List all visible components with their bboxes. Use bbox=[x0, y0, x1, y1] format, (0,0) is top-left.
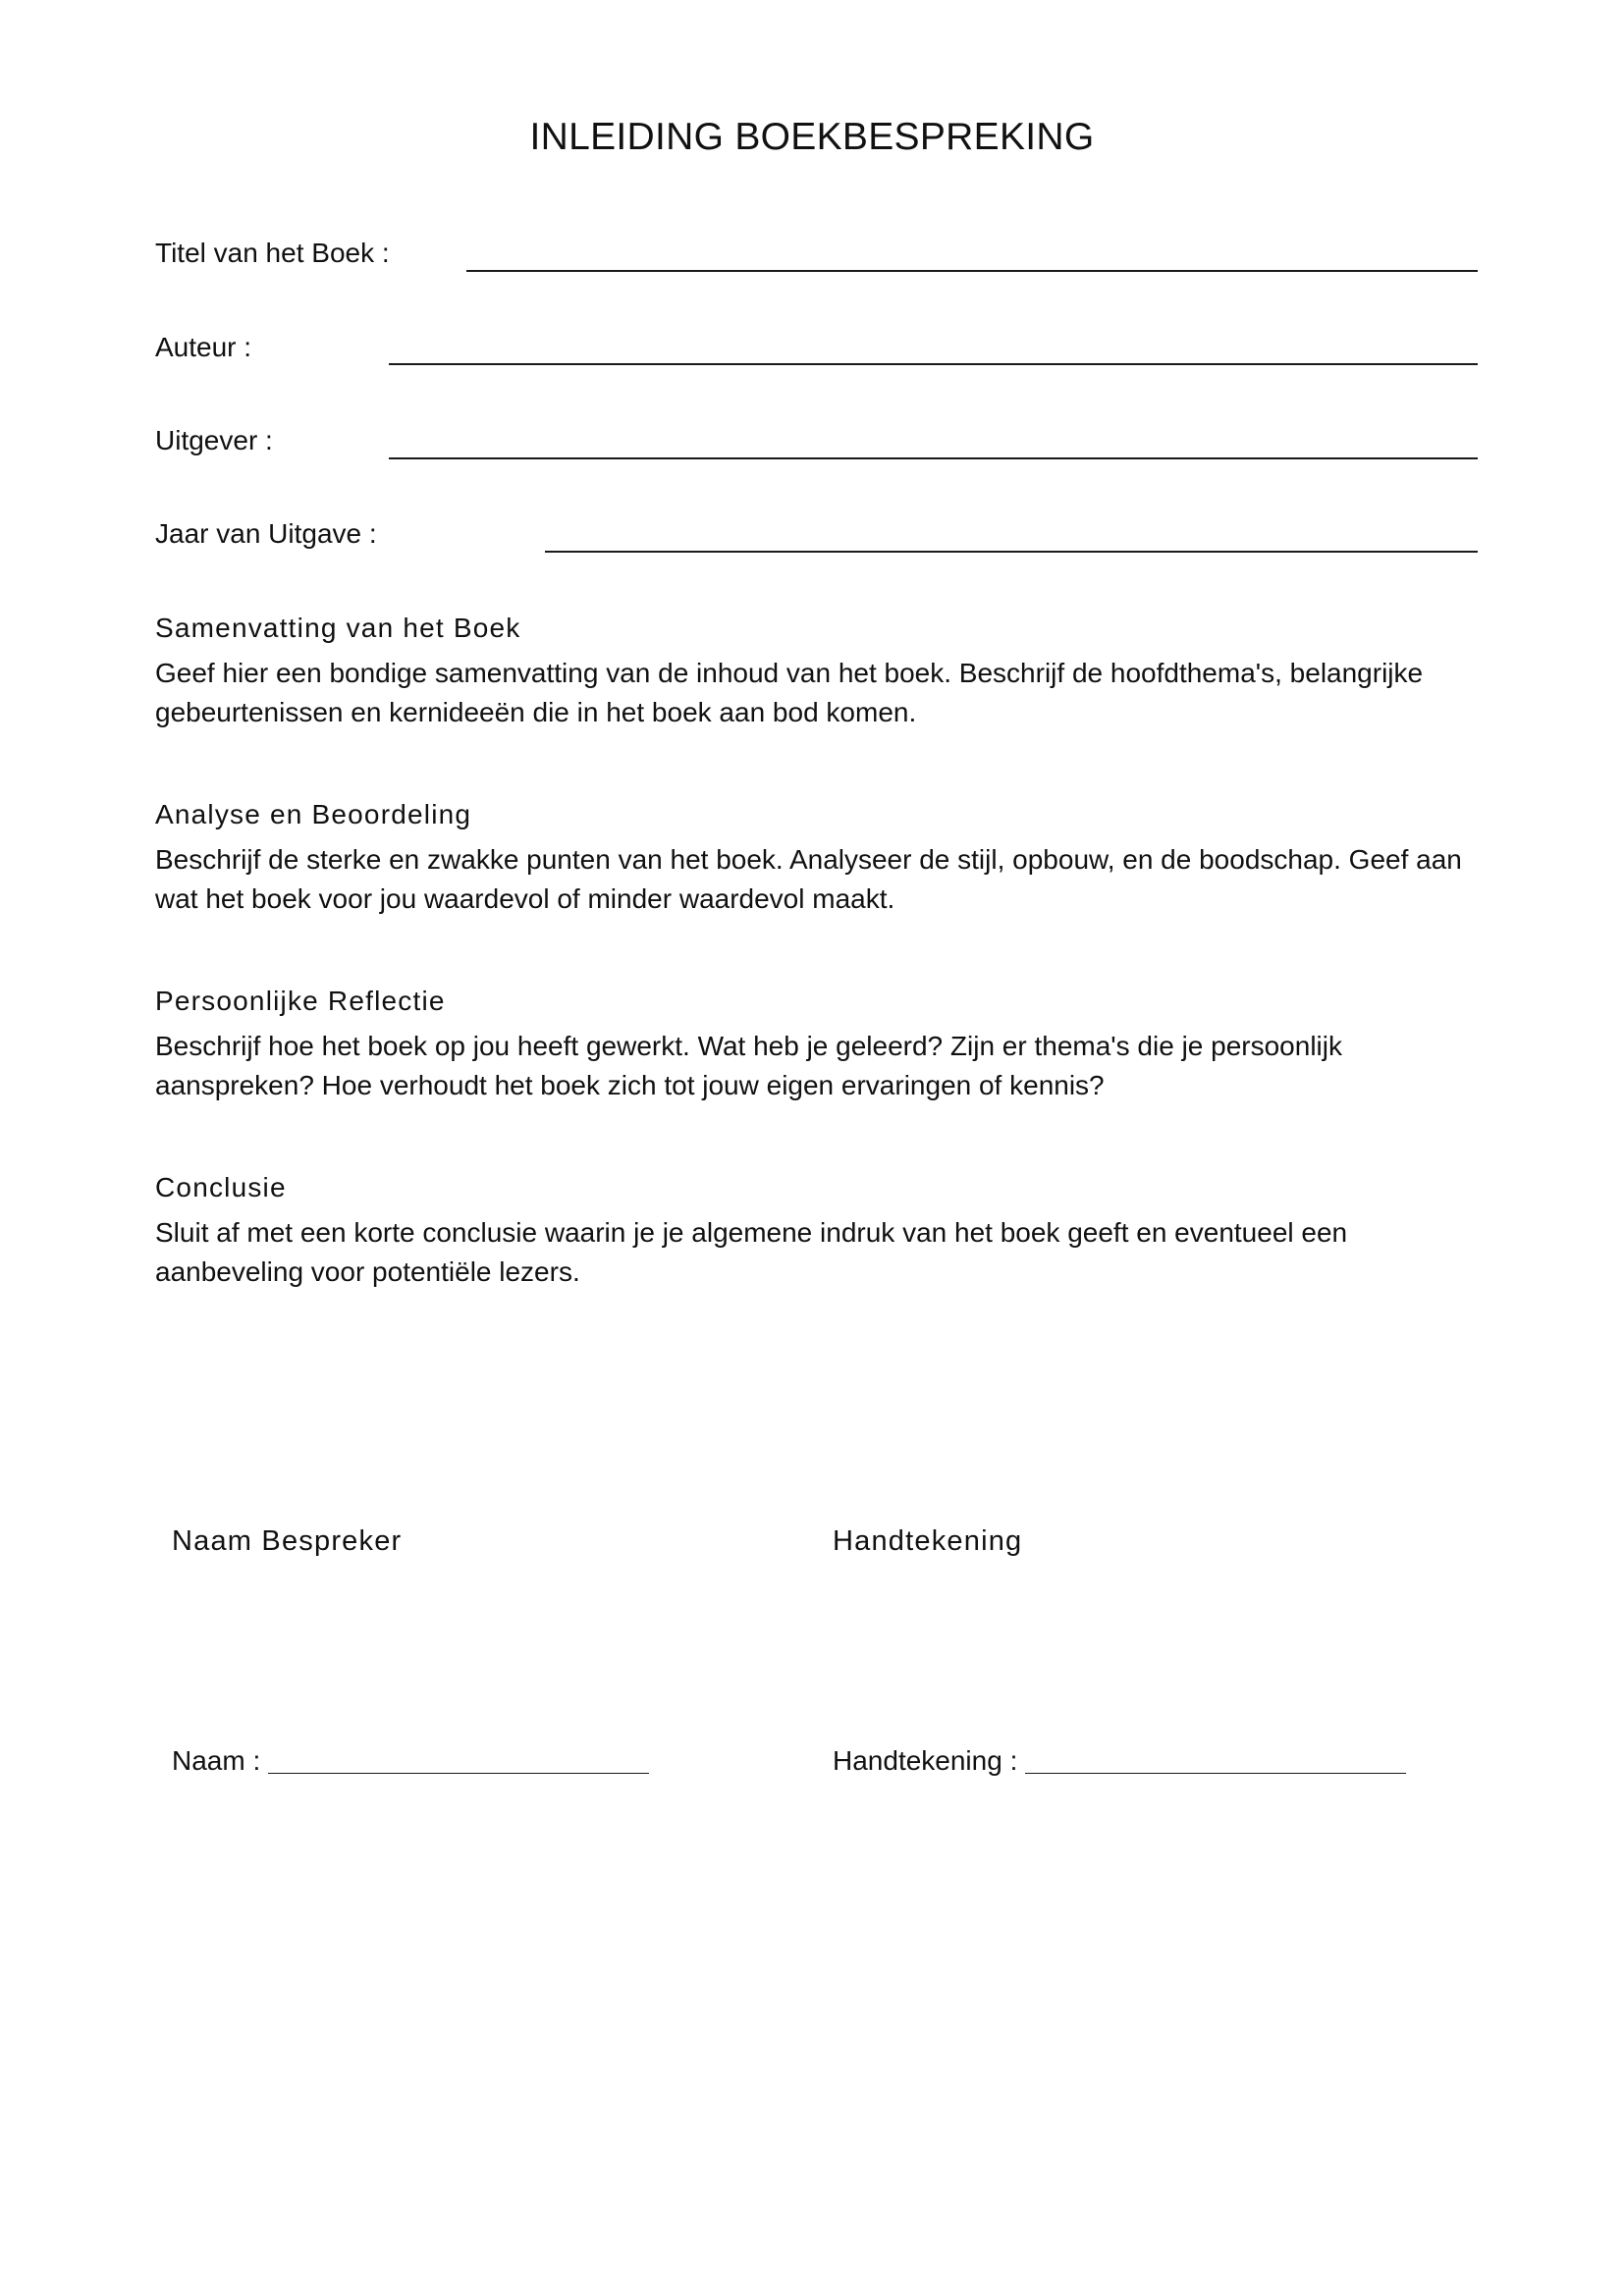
signature-heading: Handtekening bbox=[833, 1525, 1023, 1557]
page-title: INLEIDING BOEKBESPREKING bbox=[529, 116, 1095, 158]
year-label: Jaar van Uitgave : bbox=[155, 518, 377, 549]
reviewer-name-label: Naam : bbox=[172, 1745, 261, 1776]
summary-line-2: gebeurtenissen en kernideeën die in het boek aan bod komen. bbox=[155, 697, 917, 727]
year-line[interactable] bbox=[545, 551, 1478, 553]
book-title-line[interactable] bbox=[466, 270, 1478, 272]
analysis-text bbox=[155, 840, 1490, 919]
summary-heading: Samenvatting van het Boek bbox=[155, 613, 521, 643]
conclusion-heading: Conclusie bbox=[155, 1172, 287, 1202]
reflection-line-1: Beschrijf hoe het boek op jou heeft gewerkt. Wat heb je geleerd? Zijn er thema's die je persoonlijk bbox=[155, 1031, 1342, 1061]
reviewer-name-line[interactable] bbox=[268, 1773, 649, 1774]
conclusion-text bbox=[155, 1213, 1490, 1292]
conclusion-line-1: Sluit af met een korte conclusie waarin je je algemene indruk van het boek geeft en eventueel een bbox=[155, 1217, 1348, 1248]
publisher-label: Uitgever : bbox=[155, 425, 273, 455]
summary-text bbox=[155, 654, 1490, 732]
author-label: Auteur : bbox=[155, 332, 252, 362]
reflection-text bbox=[155, 1027, 1490, 1105]
analysis-heading: Analyse en Beoordeling bbox=[155, 799, 472, 829]
publisher-line[interactable] bbox=[389, 457, 1478, 459]
analysis-line-1: Beschrijf de sterke en zwakke punten van het boek. Analyseer de stijl, opbouw, en de boodschap. Geef aan bbox=[155, 844, 1462, 875]
summary-line-1: Geef hier een bondige samenvatting van de inhoud van het boek. Beschrijf de hoofdthema's, belangrijke bbox=[155, 658, 1424, 688]
signature-label: Handtekening : bbox=[833, 1745, 1018, 1776]
author-line[interactable] bbox=[389, 363, 1478, 365]
analysis-line-2: wat het boek voor jou waardevol of minder waardevol maakt. bbox=[155, 883, 895, 914]
reviewer-name-heading: Naam Bespreker bbox=[172, 1525, 403, 1557]
reflection-line-2: aanspreken? Hoe verhoudt het boek zich tot jouw eigen ervaringen of kennis? bbox=[155, 1070, 1105, 1100]
book-title-label: Titel van het Boek : bbox=[155, 238, 390, 268]
reflection-heading: Persoonlijke Reflectie bbox=[155, 986, 446, 1016]
conclusion-line-2: aanbeveling voor potentiële lezers. bbox=[155, 1256, 580, 1287]
signature-line[interactable] bbox=[1025, 1773, 1406, 1774]
